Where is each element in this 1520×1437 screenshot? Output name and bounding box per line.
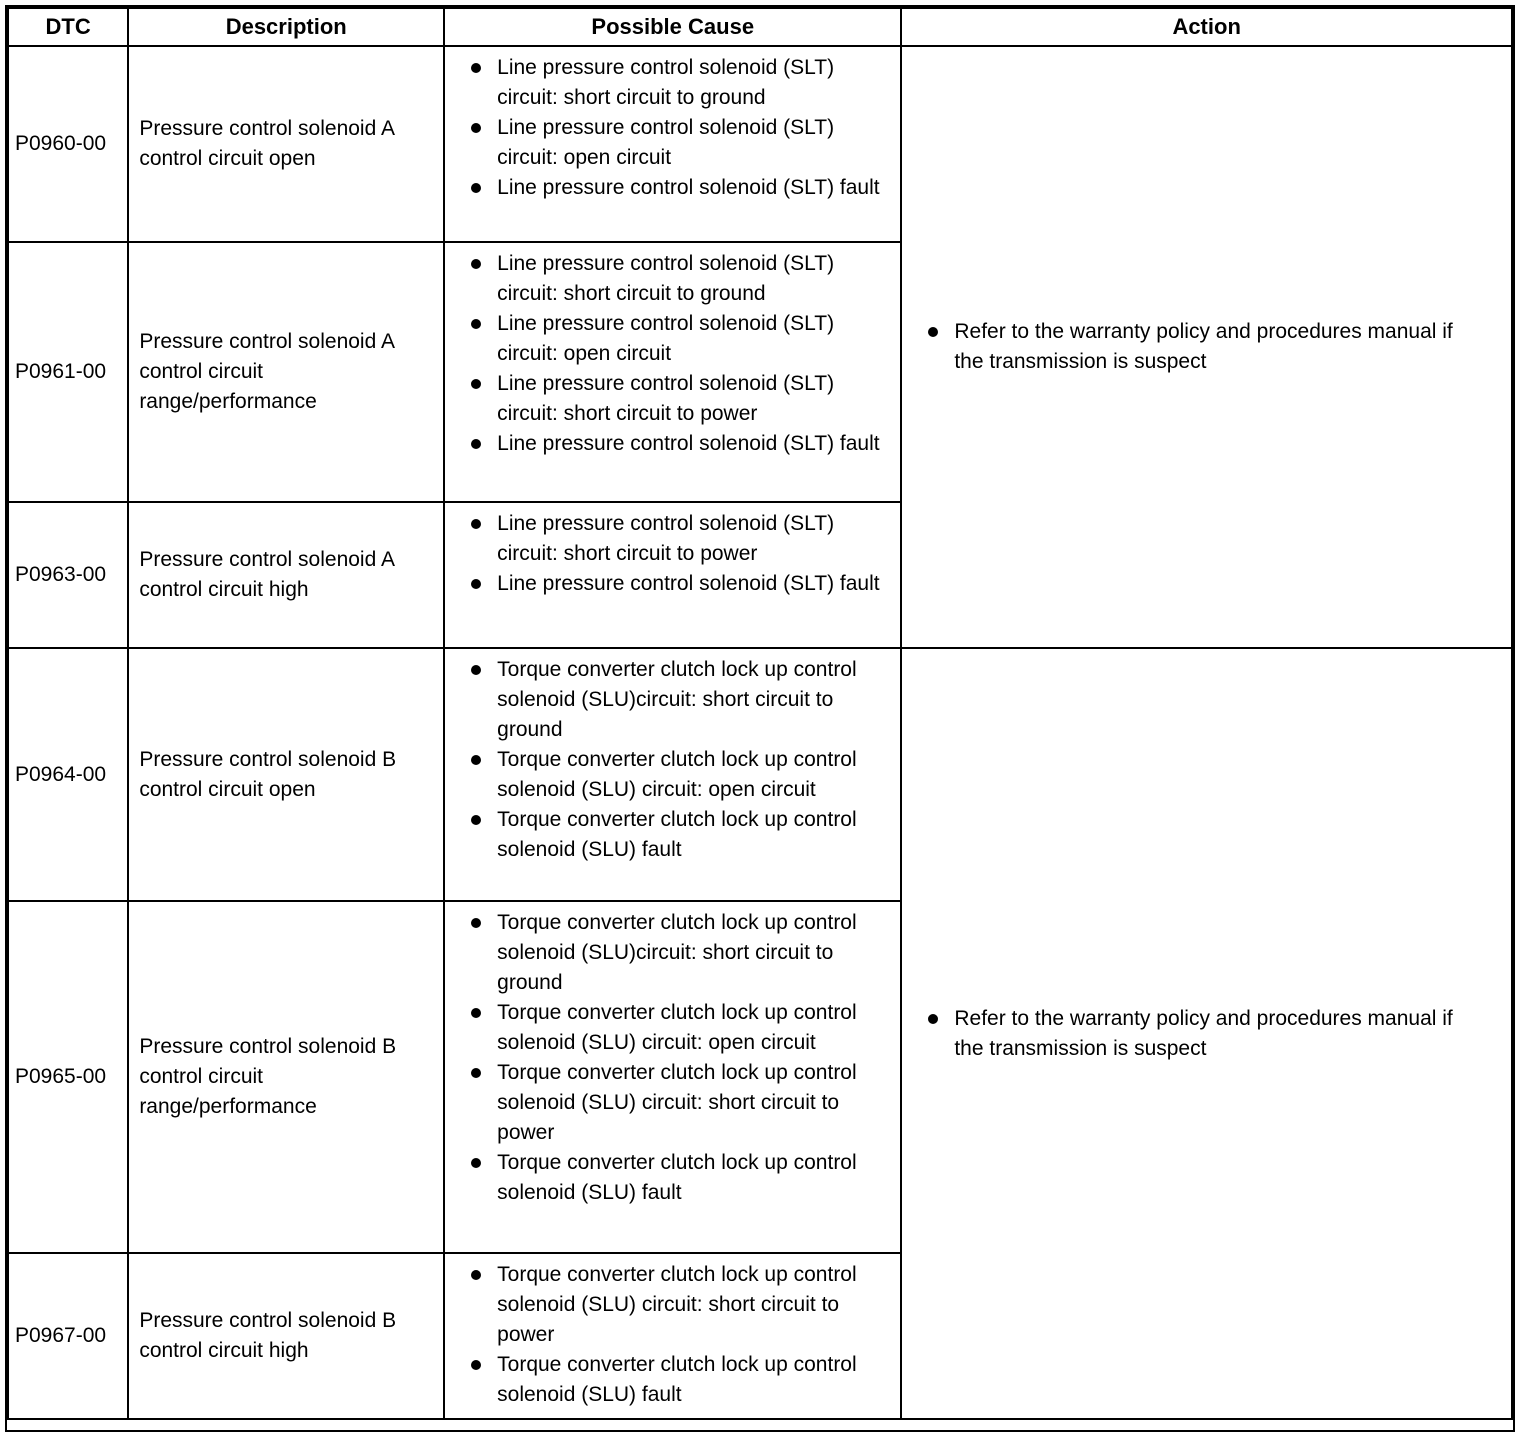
cause-list: [445, 1260, 882, 1410]
action-item: Refer to the warranty policy and procedures manual if the transmission is suspect: [902, 1004, 1471, 1064]
dtc-cell: P0961-00: [8, 242, 128, 502]
cause-item: Line pressure control solenoid (SLT) circuit: open circuit: [445, 113, 882, 173]
header-possible-cause: Possible Cause: [444, 8, 901, 46]
action-list: [902, 317, 1471, 377]
description-cell: Pressure control solenoid B control circuit high: [128, 1253, 444, 1419]
table-row: [8, 648, 1512, 901]
cause-list: [445, 655, 882, 865]
header-description: Description: [128, 8, 444, 46]
cause-list: [445, 908, 882, 1208]
cause-list: [445, 53, 882, 203]
dtc-cell: P0965-00: [8, 901, 128, 1253]
cause-item: Torque converter clutch lock up control solenoid (SLU)circuit: short circuit to ground: [445, 655, 882, 745]
description-cell: Pressure control solenoid B control circuit open: [128, 648, 444, 901]
dtc-cell: P0967-00: [8, 1253, 128, 1419]
cause-list: [445, 509, 882, 599]
header-row: [8, 8, 1512, 46]
possible-cause-cell: [444, 1253, 901, 1419]
possible-cause-cell: [444, 901, 901, 1253]
cause-item: Torque converter clutch lock up control solenoid (SLU) fault: [445, 1148, 882, 1208]
possible-cause-cell: [444, 502, 901, 648]
possible-cause-cell: [444, 648, 901, 901]
cause-item: Torque converter clutch lock up control solenoid (SLU) circuit: open circuit: [445, 998, 882, 1058]
cause-item: Line pressure control solenoid (SLT) circuit: short circuit to ground: [445, 53, 882, 113]
cause-item: Line pressure control solenoid (SLT) fault: [445, 173, 882, 203]
page-frame: [5, 5, 1515, 1432]
cause-item: Line pressure control solenoid (SLT) fault: [445, 429, 882, 459]
cause-item: Torque converter clutch lock up control solenoid (SLU)circuit: short circuit to ground: [445, 908, 882, 998]
description-cell: Pressure control solenoid A control circuit range/performance: [128, 242, 444, 502]
cause-item: Torque converter clutch lock up control solenoid (SLU) fault: [445, 805, 882, 865]
dtc-cell: P0964-00: [8, 648, 128, 901]
cause-item: Line pressure control solenoid (SLT) circuit: open circuit: [445, 309, 882, 369]
header-dtc: DTC: [8, 8, 128, 46]
dtc-cell: P0963-00: [8, 502, 128, 648]
table-row: [8, 46, 1512, 242]
cause-item: Line pressure control solenoid (SLT) fault: [445, 569, 882, 599]
action-cell: [901, 648, 1512, 1419]
header-action: Action: [901, 8, 1512, 46]
action-list: [902, 1004, 1471, 1064]
description-cell: Pressure control solenoid A control circuit open: [128, 46, 444, 242]
description-cell: Pressure control solenoid B control circuit range/performance: [128, 901, 444, 1253]
cause-item: Line pressure control solenoid (SLT) circuit: short circuit to ground: [445, 249, 882, 309]
possible-cause-cell: [444, 242, 901, 502]
cause-item: Torque converter clutch lock up control solenoid (SLU) circuit: short circuit to power: [445, 1260, 882, 1350]
dtc-cell: P0960-00: [8, 46, 128, 242]
action-cell: [901, 46, 1512, 648]
cause-item: Torque converter clutch lock up control solenoid (SLU) circuit: open circuit: [445, 745, 882, 805]
cause-item: Line pressure control solenoid (SLT) circuit: short circuit to power: [445, 369, 882, 429]
cause-item: Torque converter clutch lock up control solenoid (SLU) circuit: short circuit to power: [445, 1058, 882, 1148]
description-cell: Pressure control solenoid A control circuit high: [128, 502, 444, 648]
possible-cause-cell: [444, 46, 901, 242]
cause-item: Line pressure control solenoid (SLT) circuit: short circuit to power: [445, 509, 882, 569]
action-item: Refer to the warranty policy and procedures manual if the transmission is suspect: [902, 317, 1471, 377]
dtc-table: [7, 7, 1513, 1420]
cause-list: [445, 249, 882, 459]
cause-item: Torque converter clutch lock up control solenoid (SLU) fault: [445, 1350, 882, 1410]
